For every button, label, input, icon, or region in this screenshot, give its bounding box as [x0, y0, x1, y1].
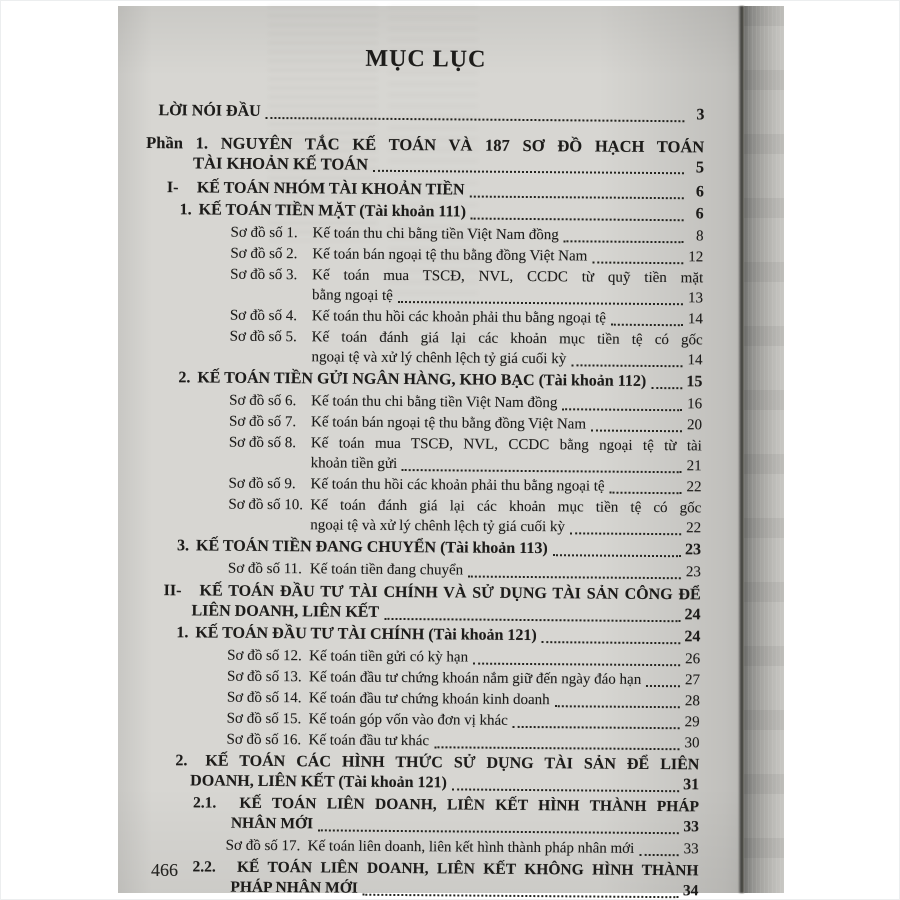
toc-entry-last-line [178, 368, 702, 392]
toc-entry-page: 21 [686, 458, 702, 475]
toc-entry-label: 1. [179, 201, 192, 219]
toc-entry-text: TÀI KHOẢN KẾ TOÁN [192, 153, 369, 174]
diagram-label: Sơ đồ số 16. [226, 731, 302, 749]
toc-entry-page: 16 [687, 396, 703, 413]
diagram-label: Sơ đồ số 8. [228, 434, 297, 452]
diagram-label: Sơ đồ số 13. [226, 668, 302, 686]
toc-entry [146, 178, 704, 202]
leader-dots [384, 603, 681, 622]
toc-entry [141, 751, 699, 795]
toc-entry-text: PHÁP NHÂN MỚI [230, 878, 358, 897]
toc-entry-text: Kế toán liên doanh, liên kết hình thành pháp nhân mới [307, 838, 635, 857]
toc-entry-page: 33 [683, 818, 699, 836]
toc-entry-label: I- [166, 179, 179, 197]
diagram-label: Sơ đồ số 2. [230, 245, 298, 263]
toc-entry [141, 729, 699, 753]
toc-entry-page: 8 [695, 228, 704, 245]
toc-entry-text: Kế toán tiền gửi có kỳ hạn [309, 648, 469, 666]
toc-entry-page: 3 [696, 106, 705, 124]
toc-entry [145, 264, 703, 308]
toc-entry-last-line [192, 877, 698, 900]
diagram-title [310, 495, 701, 538]
toc-entry-page: 15 [686, 373, 703, 391]
toc-entry-text: ngoại tệ và xử lý chênh lệch tỷ giá cuối kỳ [310, 517, 566, 536]
toc-entry-page: 31 [683, 776, 700, 794]
toc-entry-last-line [163, 601, 700, 625]
toc-entry [144, 326, 702, 370]
toc-entry-last-line [309, 709, 700, 732]
leader-dots [452, 773, 679, 792]
diagram-label: Sơ đồ số 14. [226, 689, 302, 707]
toc-entry-label: 1. [176, 624, 189, 642]
leader-dots [570, 517, 681, 535]
toc-entry-text-line: 2.2. KẾ TOÁN LIÊN DOANH, LIÊN KẾT KHÔNG HÌNH THÀNH [192, 858, 699, 880]
toc-entry-text: Kế toán thu hồi các khoản phải thu bằng ngoại tệ [310, 476, 605, 495]
leader-dots [266, 102, 685, 122]
toc-entry [146, 101, 704, 125]
diagram-title [308, 836, 699, 859]
toc-entry-text: bằng ngoại tệ [311, 287, 393, 304]
toc-entry-page: 5 [695, 157, 705, 177]
toc-entry-page: 30 [684, 735, 700, 752]
toc-entry-text: LỜI NÓI ĐẦU [158, 102, 261, 120]
toc-entry [144, 368, 702, 392]
toc-entry-text-line: Kế toán mua TSCĐ, NVL, CCDC bằng ngoại tệ từ tài [310, 435, 702, 455]
toc-entry-text: Kế toán góp vốn vào đơn vị khác [308, 711, 508, 729]
toc-entry-last-line [175, 771, 699, 795]
toc-entry-page: 28 [684, 693, 700, 710]
toc-entry-page: 22 [686, 479, 702, 496]
leader-dots [373, 155, 684, 174]
leader-dots [646, 670, 680, 687]
toc-entry-page: 24 [684, 606, 701, 624]
toc-entry-text: Kế toán đầu tư chứng khoán nắm giữ đến ngày đáo hạn [308, 669, 642, 688]
toc-entry-text: Kế toán bán ngoại tệ thu bằng đồng Việt Nam [312, 246, 588, 265]
toc-entry-text: LIÊN DOANH, LIÊN KẾT [191, 602, 380, 621]
diagram-label: Sơ đồ số 12. [227, 647, 302, 665]
toc-entry-page: 6 [695, 205, 704, 223]
toc-list [140, 101, 704, 900]
toc-entry [142, 623, 700, 647]
leader-dots [318, 814, 679, 834]
diagram-label: Sơ đồ số 17. [225, 837, 301, 855]
toc-entry-last-line [308, 836, 699, 859]
toc-entry-text-line: II- KẾ TOÁN ĐẦU TƯ TÀI CHÍNH VÀ SỬ DỤNG TÀI SẢN CÔNG ĐỂ [163, 582, 701, 604]
toc-entry-page: 23 [684, 541, 702, 559]
leader-dots [610, 477, 682, 495]
toc-entry-label: 2.2. [192, 858, 216, 876]
toc-entry-label: 2.1. [192, 794, 217, 812]
toc-entry-text: Kế toán thu chi bằng tiền Việt Nam đồng [312, 225, 559, 244]
toc-entry [141, 835, 699, 859]
toc-entry-last-line [158, 101, 704, 125]
toc-entry-text: ngoại tệ và xử lý chênh lệch tỷ giá cuối kỳ [311, 349, 567, 368]
toc-entry-last-line [311, 453, 702, 476]
diagram-label: Sơ đồ số 11. [227, 560, 303, 578]
toc-entry-last-line [309, 667, 700, 690]
leader-dots [651, 372, 682, 389]
diagram-title [310, 474, 701, 497]
page-number: 466 [151, 860, 178, 880]
toc-entry-page: 22 [686, 520, 702, 537]
toc-entry-page: 26 [685, 651, 701, 668]
toc-entry [144, 432, 702, 476]
toc-entry-last-line [309, 688, 700, 711]
toc-entry-text: DOANH, LIÊN KẾT (Tài khoản 121) [190, 772, 447, 792]
diagram-label: Sơ đồ số 9. [228, 475, 296, 493]
toc-entry-text: KẾ TOÁN ĐẦU TƯ TÀI CHÍNH (Tài khoản 121) [195, 624, 537, 645]
leader-dots [473, 648, 680, 667]
toc-entry-page: 13 [687, 290, 704, 307]
diagram-title [311, 327, 702, 370]
toc-entry-last-line [312, 306, 703, 329]
toc-entry-page: 34 [682, 882, 699, 900]
diagram-label: Sơ đồ số 1. [230, 224, 298, 242]
toc-entry-text: NHÂN MỚI [230, 814, 314, 833]
toc-entry [146, 200, 704, 224]
toc-entry-label: 3. [176, 537, 190, 555]
leader-dots [468, 561, 681, 580]
leader-dots [591, 414, 682, 432]
toc-entry-last-line [176, 623, 700, 647]
toc-entry [142, 581, 700, 625]
toc-entry-last-line [193, 813, 699, 837]
toc-entry-text-line: Kế toán đánh giá lại các khoản mục tiền tệ có gốc [311, 329, 703, 349]
leader-dots [553, 539, 681, 557]
leader-dots [434, 731, 680, 750]
diagram-title [309, 646, 700, 669]
leader-dots [363, 879, 679, 898]
toc-entry-page: 27 [684, 672, 701, 689]
leader-dots [555, 690, 680, 708]
toc-entry-label: II- [163, 582, 182, 600]
leader-dots [542, 626, 681, 644]
diagram-label: Sơ đồ số 7. [228, 413, 297, 431]
toc-entry-text-line: 2.1. KẾ TOÁN LIÊN DOANH, LIÊN KẾT HÌNH THÀNH PHÁP [192, 794, 700, 816]
leader-dots [470, 181, 684, 200]
toc-entry-text: Kế toán thu chi bằng tiền Việt Nam đồng [311, 393, 558, 412]
toc-entry-page: 12 [688, 249, 704, 266]
toc-content [140, 44, 705, 900]
leader-dots [571, 349, 682, 367]
toc-entry-text-line: Kế toán đánh giá lại các khoản mục tiền tệ có gốc [310, 497, 702, 517]
leader-dots [562, 393, 682, 411]
toc-entry-last-line [312, 244, 703, 267]
toc-entry-text: KẾ TOÁN TIỀN MẶT (Tài khoản 111) [198, 201, 467, 221]
toc-entry-last-line [146, 153, 704, 177]
toc-entry-last-line [312, 285, 703, 308]
toc-entry-last-line [311, 412, 702, 435]
toc-entry-text: Kế toán tiền đang chuyển [309, 561, 464, 579]
toc-entry-text: KẾ TOÁN TIỀN GỬI NGÂN HÀNG, KHO BẠC (Tài khoản 112) [197, 369, 647, 390]
leader-dots [398, 286, 683, 305]
toc-entry-text-line: Kế toán mua TSCĐ, NVL, CCDC từ quỹ tiền mặt [312, 267, 704, 287]
toc-entry-page: 14 [687, 311, 703, 328]
book-fore-edge [744, 6, 784, 893]
toc-entry-last-line [311, 347, 702, 370]
leader-dots [611, 309, 683, 327]
toc-entry-label: Phần 1. [146, 132, 209, 153]
toc-entry-last-line [311, 391, 702, 414]
toc-entry-text: Kế toán thu hồi các khoản phải thu bằng ngoại tệ [311, 308, 607, 327]
toc-entry-last-line [310, 515, 701, 538]
leader-dots [513, 711, 680, 729]
toc-entry [146, 133, 704, 177]
toc-entry [143, 494, 701, 538]
toc-entry-label: 2. [178, 369, 191, 387]
diagram-label: Sơ đồ số 5. [229, 328, 297, 346]
leader-dots [639, 839, 679, 856]
toc-entry-last-line [312, 223, 703, 246]
diagram-label: Sơ đồ số 6. [229, 392, 297, 410]
diagram-title [308, 730, 699, 753]
toc-entry-last-line [180, 200, 704, 224]
diagram-title [312, 265, 703, 308]
toc-entry-page: 23 [685, 564, 701, 581]
diagram-label: Sơ đồ số 10. [228, 496, 304, 514]
toc-entry-page: 29 [684, 714, 700, 731]
toc-entry-text: KẾ TOÁN NHÓM TÀI KHOẢN TIỀN [196, 179, 465, 199]
diagram-label: Sơ đồ số 3. [230, 266, 298, 284]
diagram-title [312, 306, 703, 329]
leader-dots [471, 203, 684, 222]
toc-entry [140, 857, 698, 900]
leader-dots [402, 454, 682, 473]
diagram-label: Sơ đồ số 4. [229, 307, 298, 325]
toc-entry-page: 6 [695, 183, 704, 201]
toc-entry-text-line: 2. KẾ TOÁN CÁC HÌNH THỨC SỬ DỤNG TÀI SẢN ĐỂ LIÊN [175, 752, 700, 774]
leader-dots [564, 225, 684, 243]
toc-entry-last-line [310, 474, 701, 497]
toc-entry-last-line [308, 730, 699, 753]
diagram-title [311, 433, 702, 476]
toc-entry-text: khoản tiền gửi [310, 455, 398, 472]
toc-entry-last-line [309, 646, 700, 669]
toc-entry-last-line [167, 178, 704, 202]
toc-entry-last-line [310, 559, 701, 582]
book-page-photo [118, 6, 784, 900]
diagram-title [309, 667, 700, 690]
toc-entry [143, 558, 701, 582]
toc-entry-page: 14 [687, 352, 703, 369]
diagram-title [312, 223, 703, 246]
toc-entry [143, 536, 701, 560]
diagram-title [311, 412, 702, 435]
diagram-title [310, 559, 701, 582]
toc-entry-text-line: Phần 1. NGUYÊN TẮC KẾ TOÁN VÀ 187 SƠ ĐỒ HẠCH TOÁN [146, 132, 705, 157]
diagram-label: Sơ đồ số 15. [226, 710, 302, 728]
toc-entry-page: 33 [683, 841, 699, 858]
toc-entry-page: 24 [684, 628, 701, 646]
leader-dots [592, 247, 683, 265]
diagram-title [311, 391, 702, 414]
toc-entry-text: Kế toán đầu tư khác [308, 732, 430, 750]
diagram-title [309, 688, 700, 711]
toc-entry-label: 2. [175, 752, 188, 770]
toc-entry-text: KẾ TOÁN TIỀN ĐANG CHUYỂN (Tài khoản 113) [195, 537, 548, 558]
page-title: MỤC LỤC [365, 45, 487, 73]
toc-entry-last-line [177, 536, 701, 560]
toc-entry-text: Kế toán đầu tư chứng khoán kinh doanh [308, 690, 550, 709]
toc-entry-text: Kế toán bán ngoại tệ thu bằng đồng Việt Nam [310, 414, 587, 433]
toc-entry-page: 20 [686, 417, 703, 434]
diagram-title [309, 709, 700, 732]
toc-entry [141, 793, 699, 837]
diagram-title [312, 244, 703, 267]
